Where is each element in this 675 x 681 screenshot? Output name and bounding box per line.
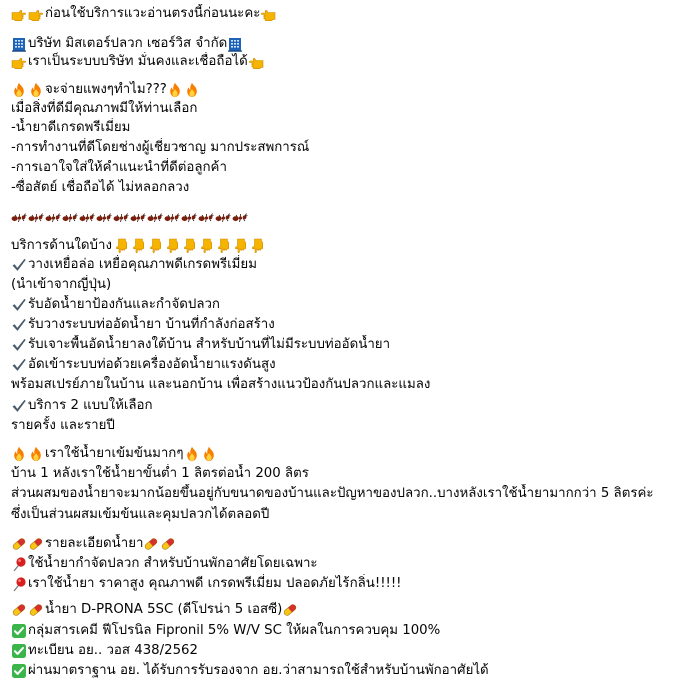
backhand-index-pointing-down-icon <box>248 238 264 254</box>
check-mark-icon <box>11 357 27 373</box>
ant-icon <box>164 209 180 225</box>
post-text: เราเป็นระบบบริษัท มั่นคงและเชื่อถือได้ <box>28 54 248 69</box>
fire-icon <box>28 446 44 462</box>
post-line <box>11 118 669 138</box>
ant-divider <box>11 208 669 228</box>
post-line <box>11 621 669 641</box>
post-text: -การเอาใจใส่ให้คำแนะนำที่ดีต่อลูกค้า <box>11 160 227 175</box>
check-mark-icon <box>11 398 27 414</box>
post-text: กลุ่มสารเคมี ฟีโปรนิล Fipronil 5% W/V SC ให้ผลในการควบคุม 100% <box>28 623 441 638</box>
post-text: ก่อนใช้บริการแวะอ่านตรงนี้ก่อนนะคะ <box>45 6 261 21</box>
backhand-index-pointing-down-icon <box>231 238 247 254</box>
backhand-index-pointing-down-icon <box>146 238 162 254</box>
ant-icon <box>11 209 27 225</box>
post-line <box>11 484 669 526</box>
post-text: รายละเอียดน้ำยา <box>45 536 144 551</box>
pill-icon <box>28 536 44 552</box>
pill-icon <box>11 536 27 552</box>
post-line <box>11 554 669 574</box>
post-text: รับเจาะพื้นอัดน้ำยาลงใต้บ้าน สำหรับบ้านที่ไม่มีระบบท่ออัดน้ำยา <box>28 337 391 352</box>
ant-icon <box>45 209 61 225</box>
post-text: ใช้น้ำยากำจัดปลวก สำหรับบ้านพักอาศัยโดยเฉพาะ <box>28 556 318 571</box>
post-line <box>11 4 669 24</box>
fire-icon <box>11 82 27 98</box>
post-line <box>11 534 669 554</box>
check-mark-button-icon <box>11 643 27 659</box>
pill-icon <box>282 602 298 618</box>
post-text: น้ำยา D-PRONA 5SC (ดีโปรน่า 5 เอสซี) <box>45 602 283 617</box>
post-text: วางเหยื่อล่อ เหยื่อคุณภาพดีเกรดพรีเมี่ยม <box>28 257 257 272</box>
backhand-index-pointing-right-icon <box>28 6 44 22</box>
post-line <box>11 158 669 178</box>
check-mark-button-icon <box>11 623 27 639</box>
ant-icon <box>147 209 163 225</box>
post-line <box>11 315 669 335</box>
pill-icon <box>11 602 27 618</box>
post-line <box>11 335 669 355</box>
pill-icon <box>160 536 176 552</box>
backhand-index-pointing-left-icon <box>248 54 264 70</box>
backhand-index-pointing-down-icon <box>214 238 230 254</box>
post-text: จะจ่ายแพงๆทำไม??? <box>45 82 167 97</box>
post-line <box>11 80 669 100</box>
post-line <box>11 255 669 275</box>
check-mark-button-icon <box>11 663 27 679</box>
ant-icon <box>28 209 44 225</box>
backhand-index-pointing-down-icon <box>180 238 196 254</box>
ant-icon <box>232 209 248 225</box>
fire-icon <box>167 82 183 98</box>
post-line <box>11 600 669 620</box>
post-line <box>11 138 669 158</box>
pill-icon <box>143 536 159 552</box>
post-line <box>11 295 669 315</box>
ant-icon <box>215 209 231 225</box>
post-text: -น้ำยาดีเกรดพรีเมี่ยม <box>11 120 131 135</box>
ant-icon <box>113 209 129 225</box>
post-line <box>11 52 669 72</box>
backhand-index-pointing-down-icon <box>112 238 128 254</box>
backhand-index-pointing-down-icon <box>129 238 145 254</box>
post-line <box>11 444 669 464</box>
ant-icon <box>62 209 78 225</box>
post-line <box>11 34 669 54</box>
post-text: เราใช้น้ำยา ราคาสูง คุณภาพดี เกรดพรีเมี่ยม ปลอดภัยไร้กลิ่น!!!!! <box>28 576 402 591</box>
post-text: อัดเข้าระบบท่อด้วยเครื่องอัดน้ำยาแรงดันสูง <box>28 357 276 372</box>
ant-icon <box>79 209 95 225</box>
post-text: รับอัดน้ำยาป้องกันและกำจัดปลวก <box>28 297 220 312</box>
backhand-index-pointing-right-icon <box>11 6 27 22</box>
office-building-icon <box>227 36 243 52</box>
fire-icon <box>184 446 200 462</box>
post-line <box>11 178 669 198</box>
post-text: ผ่านมาตราฐาน อย. ได้รับการรับรองจาก อย.ว่าสามารถใช้สำหรับบ้านพักอาศัยได้ <box>28 663 489 678</box>
post-line <box>11 396 669 416</box>
check-mark-icon <box>11 297 27 313</box>
post-text: ทะเบียน อย.. วอส 438/2562 <box>28 643 198 658</box>
post-text: ส่วนผสมของน้ำยาจะมากน้อยขึ้นอยู่กับขนาดของบ้านและปัญหาของปลวก..บางหลังเราใช้น้ำยามากกว่า 5 ลิตรค่ะ ซึ่งเป็นส่วนผสมเข้มข้นและคุมปลวกได้ตลอดปี <box>11 486 654 522</box>
post-line <box>11 661 669 681</box>
round-pushpin-icon <box>11 576 27 592</box>
post-line <box>11 641 669 661</box>
fire-icon <box>184 82 200 98</box>
backhand-index-pointing-right-icon <box>11 54 27 70</box>
office-building-icon <box>11 36 27 52</box>
post-line <box>11 574 669 594</box>
check-mark-icon <box>11 317 27 333</box>
fire-icon <box>11 446 27 462</box>
ant-icon <box>96 209 112 225</box>
check-mark-icon <box>11 337 27 353</box>
post-line <box>11 236 669 256</box>
post-text: บ้าน 1 หลังเราใช้น้ำยาขั้นต่ำ 1 ลิตรต่อน้ำ 200 ลิตร <box>11 466 309 481</box>
post-line <box>11 464 669 484</box>
post-line <box>11 275 669 295</box>
post-text: เมื่อสิ่งที่ดีมีคุณภาพมีให้ท่านเลือก <box>11 101 198 116</box>
round-pushpin-icon <box>11 556 27 572</box>
post-text: บริการ 2 แบบให้เลือก <box>28 398 153 413</box>
post-text: -ซื่อสัตย์ เชื่อถือได้ ไม่หลอกลวง <box>11 180 190 195</box>
pill-icon <box>28 602 44 618</box>
post-text: รับวางระบบท่ออัดน้ำยา บ้านที่กำลังก่อสร้าง <box>28 317 275 332</box>
post-text: เราใช้น้ำยาเข้มข้นมากๆ <box>45 446 184 461</box>
fire-icon <box>201 446 217 462</box>
post-line <box>11 416 669 436</box>
backhand-index-pointing-down-icon <box>163 238 179 254</box>
ant-icon <box>198 209 214 225</box>
ant-icon <box>130 209 146 225</box>
post-line <box>11 355 669 375</box>
post-text: รายครั้ง และรายปี <box>11 418 115 433</box>
post-line <box>11 99 669 119</box>
post-text: บริการด้านใดบ้าง <box>11 238 112 253</box>
post-text: พร้อมสเปรย์ภายในบ้าน และนอกบ้าน เพื่อสร้างแนวป้องกันปลวกและแมลง <box>11 377 431 392</box>
ant-icon <box>181 209 197 225</box>
backhand-index-pointing-down-icon <box>197 238 213 254</box>
post-line <box>11 375 669 395</box>
post-text: (นำเข้าจากญี่ปุ่น) <box>11 277 112 292</box>
fire-icon <box>28 82 44 98</box>
check-mark-icon <box>11 257 27 273</box>
backhand-index-pointing-left-icon <box>260 6 276 22</box>
post-text: -การทำงานที่ดีโดยช่างผู้เชี่ยวชาญ มากประสพการณ์ <box>11 140 310 155</box>
post-text: บริษัท มิสเตอร์ปลวก เซอร์วิส จำกัด <box>28 36 228 51</box>
